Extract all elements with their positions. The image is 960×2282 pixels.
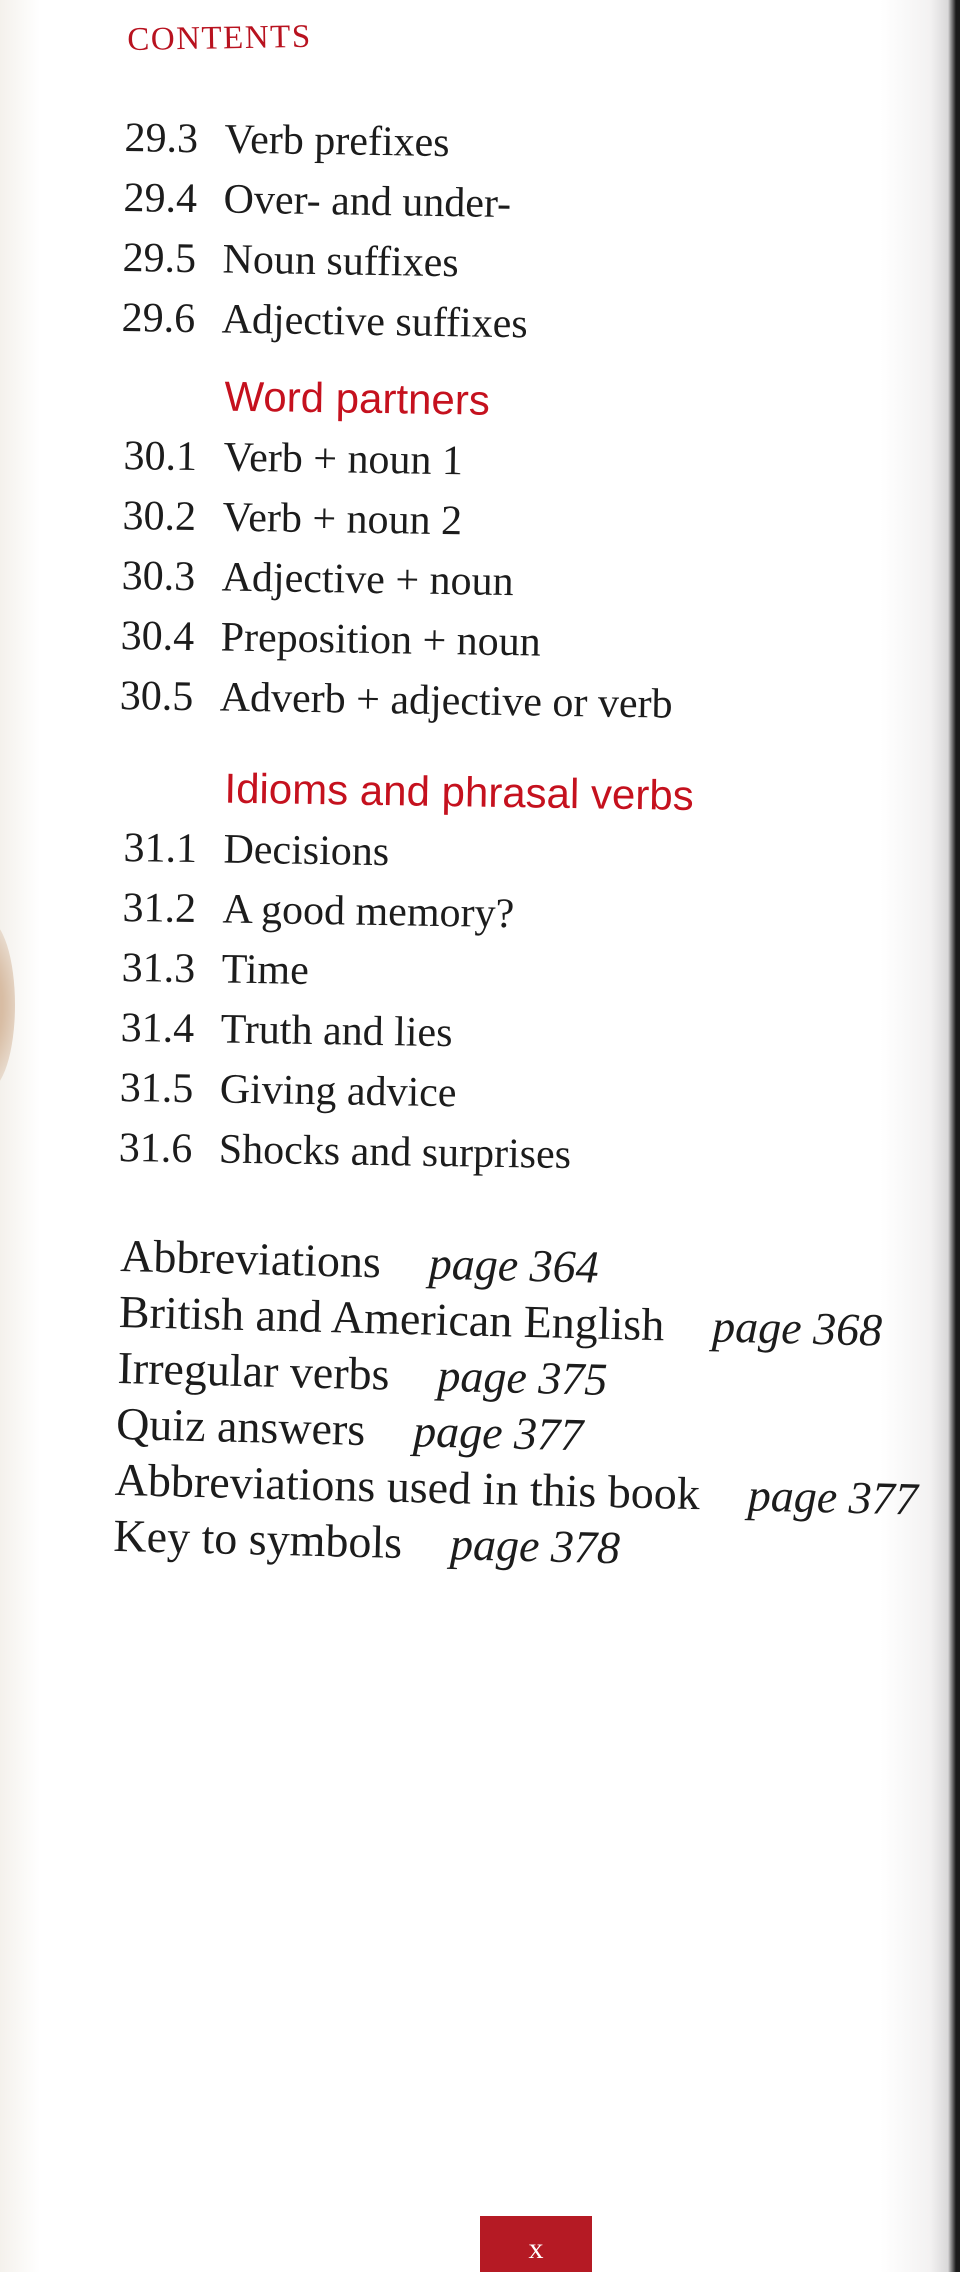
entry-number: 29.6 [121,294,196,343]
appendix-title: Abbreviations [119,1229,382,1288]
toc-entry [124,108,531,174]
entry-number: 30.2 [122,492,197,541]
entry-title: Verb + noun 1 [223,434,464,485]
appendix-title: British and American English [118,1285,665,1351]
entry-title: A good memory? [222,886,515,938]
appendix-title: Key to symbols [112,1509,403,1568]
toc-entry [121,938,691,1007]
toc-entry [119,1058,689,1127]
toc-entry [120,606,674,675]
entry-title: Over- and under- [223,176,512,228]
toc-entry [119,666,673,735]
toc-section-idioms [118,756,694,1187]
section-heading: Idioms and phrasal verbs [224,764,695,819]
toc-entry [123,168,530,234]
entry-number: 31.3 [121,944,196,993]
entry-number: 29.3 [124,114,199,163]
toc-entry [123,426,677,495]
page-header: CONTENTS [127,18,312,58]
entry-title: Shocks and surprises [218,1126,572,1179]
toc-entry [122,878,692,947]
entry-number: 31.1 [123,824,198,873]
entry-title: Noun suffixes [222,236,460,287]
appendix-page-ref: page 368 [711,1300,883,1356]
toc-entry [122,228,529,294]
entry-title: Truth and lies [220,1006,453,1057]
entry-title: Giving advice [219,1066,457,1117]
appendix-page-ref: page 377 [747,1469,919,1525]
entry-number: 30.3 [121,552,196,601]
entry-number: 30.1 [123,432,198,481]
entry-title: Adverb + adjective or verb [219,674,673,728]
appendix-title: Irregular verbs [116,1341,391,1400]
toc-entry [121,546,675,615]
entry-title: Adjective suffixes [221,296,528,348]
entry-title: Verb + noun 2 [222,494,463,545]
appendix-page-ref: page 378 [449,1518,621,1574]
entry-number: 30.4 [120,612,195,661]
toc-section-word-partners [119,364,677,735]
entry-number: 29.4 [123,174,198,223]
appendix-title: Abbreviations used in this book [114,1453,701,1520]
entry-number: 31.2 [122,884,197,933]
toc-entry [122,486,676,555]
entry-number: 31.6 [118,1124,193,1173]
entry-number: 31.5 [119,1064,194,1113]
entry-title: Adjective + noun [221,554,514,606]
entry-title: Decisions [223,826,390,876]
appendix-list [113,1228,924,1584]
entry-title: Verb prefixes [224,116,450,167]
toc-entry [118,1118,688,1187]
section-heading: Word partners [224,372,491,424]
appendix-page-ref: page 375 [436,1349,609,1405]
appendix-page-ref: page 377 [412,1405,584,1461]
entry-title: Preposition + noun [220,614,542,666]
appendix-title: Quiz answers [115,1397,366,1456]
toc-section-29 [121,108,531,354]
thumb-shadow [0,920,15,1090]
entry-title: Time [221,946,310,994]
appendix-page-ref: page 364 [428,1237,600,1293]
toc-entry [120,998,690,1067]
entry-number: 31.4 [120,1004,195,1053]
toc-entry [123,818,693,887]
toc-entry [121,288,528,354]
page-number-tab: x [480,2216,592,2272]
entry-number: 30.5 [119,672,194,721]
entry-number: 29.5 [122,234,197,283]
